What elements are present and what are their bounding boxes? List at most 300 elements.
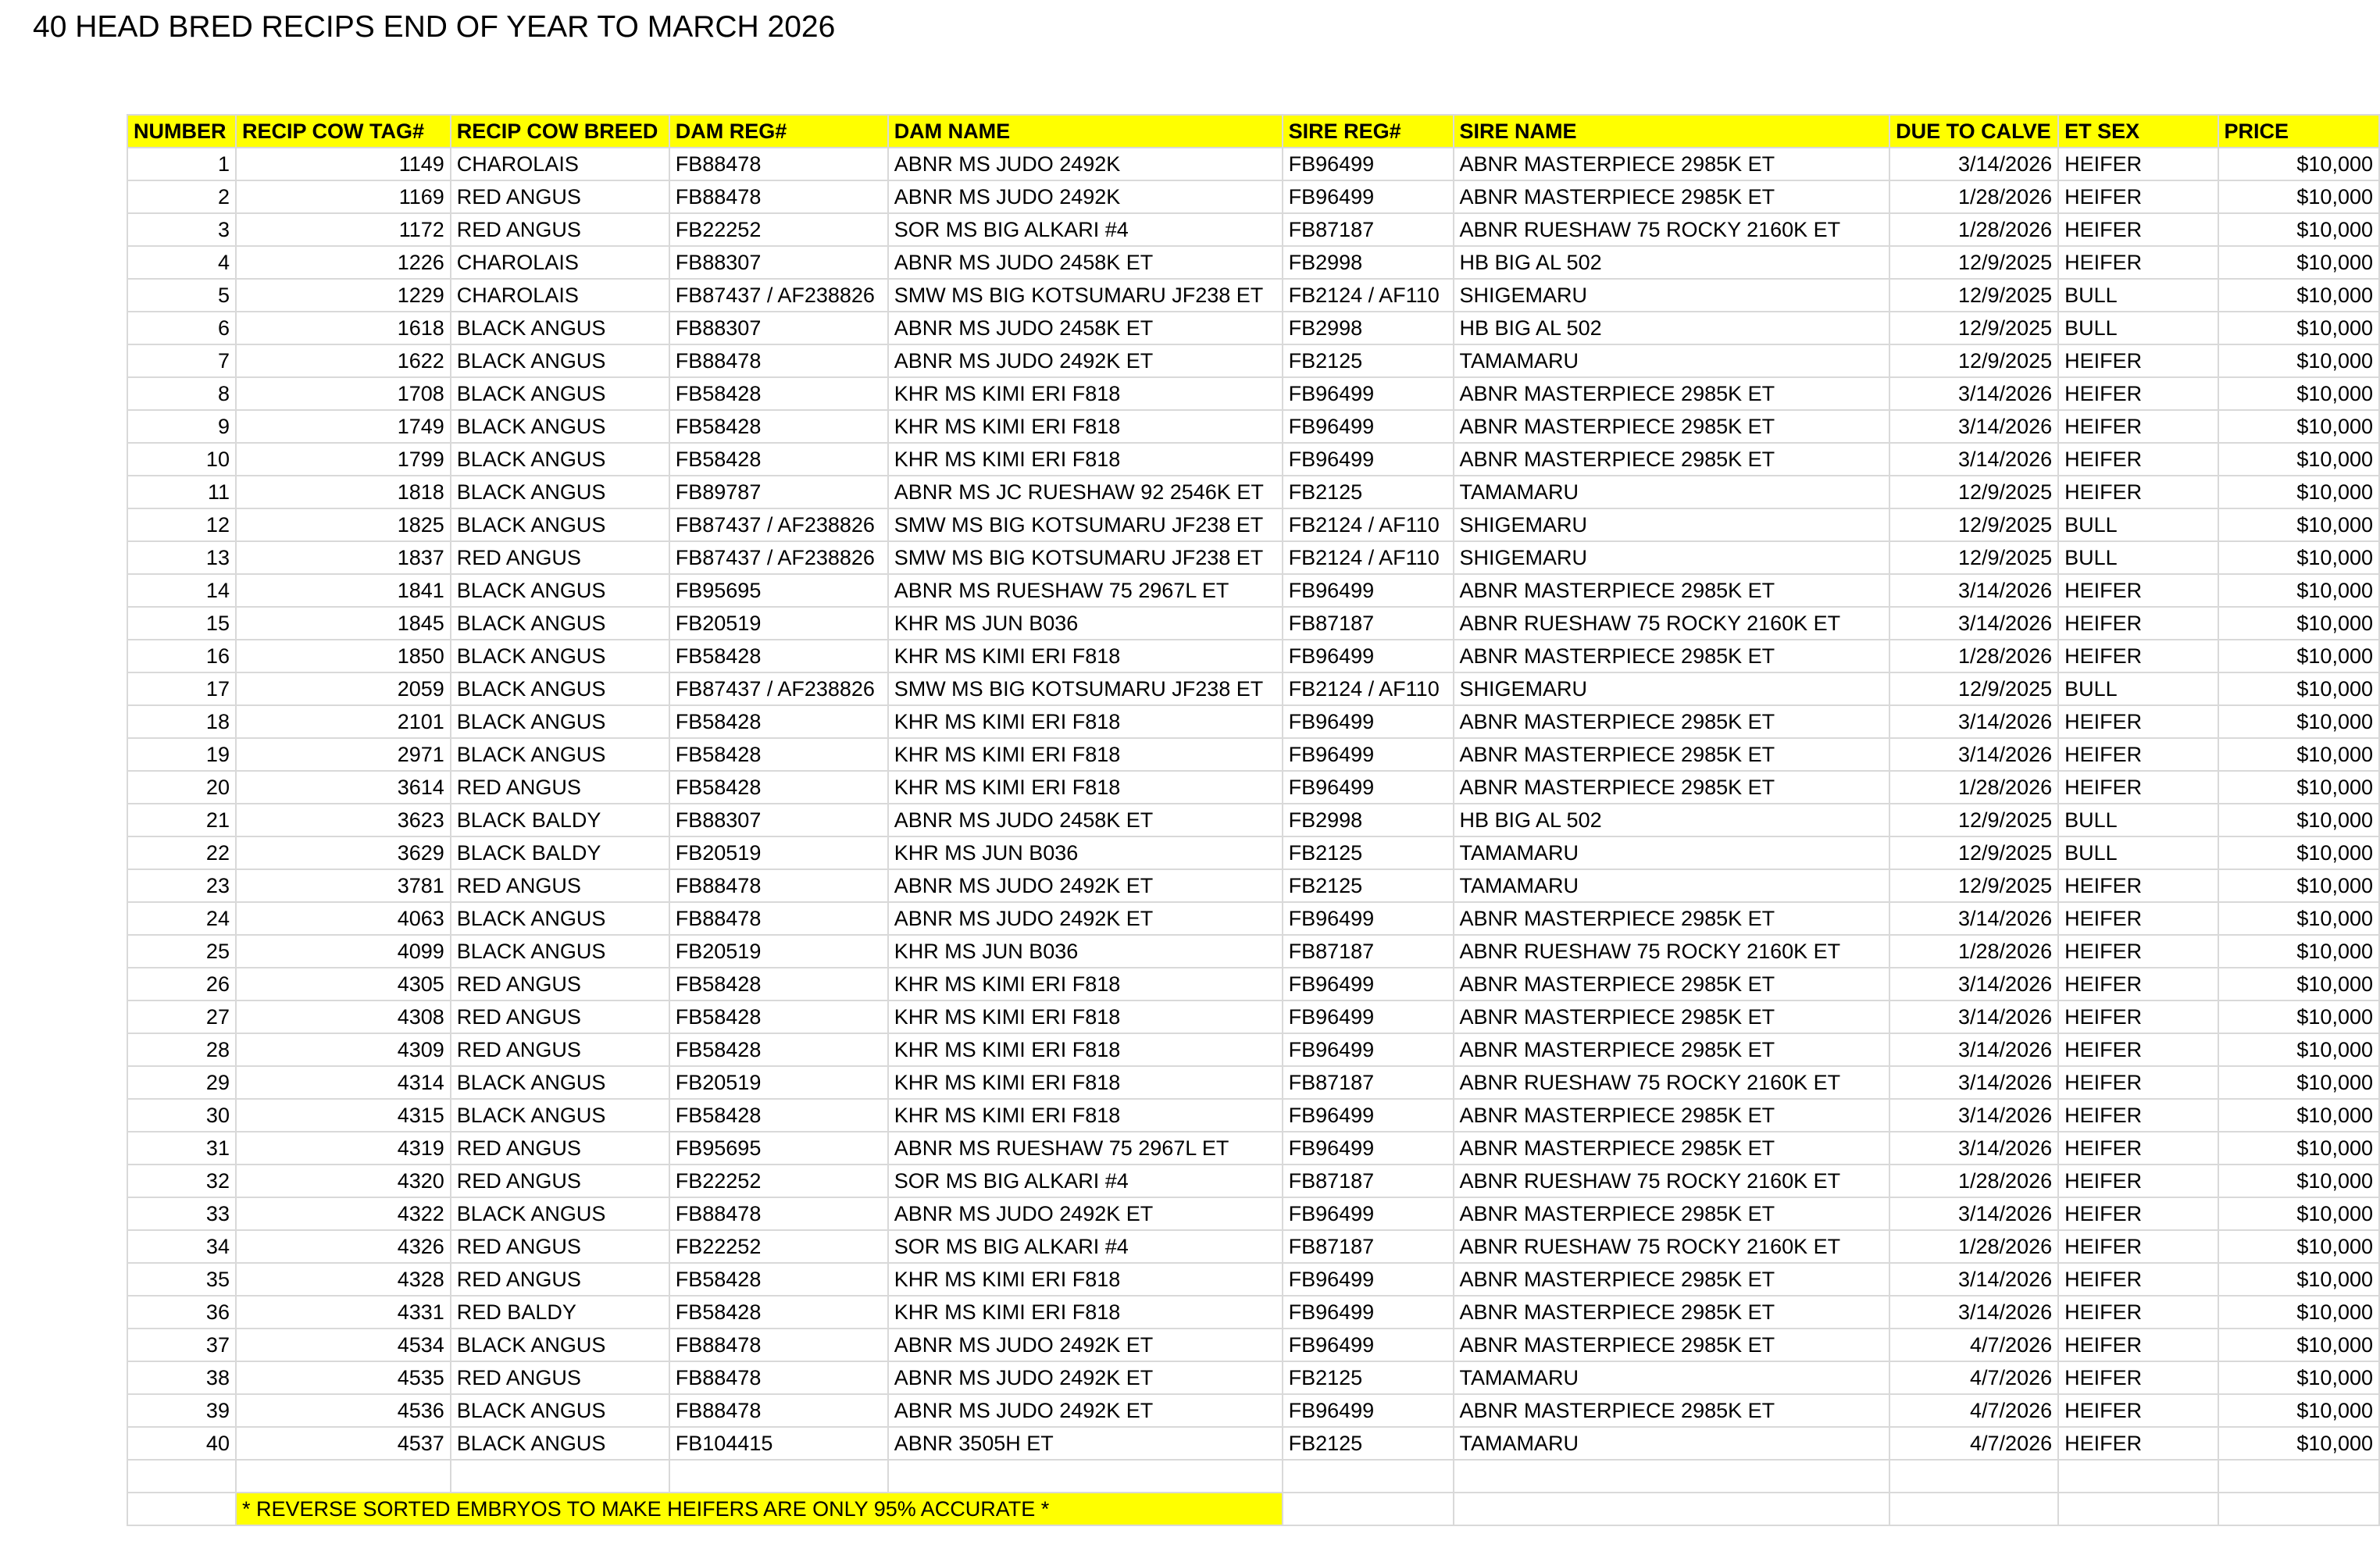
col-header-sire-reg[interactable]: SIRE REG# [1283, 115, 1454, 148]
cell-recip-cow-tag[interactable]: 1172 [236, 213, 451, 246]
cell-price[interactable]: $10,000 [2218, 180, 2379, 213]
cell-sire-name[interactable]: SHIGEMARU [1454, 508, 1890, 541]
cell-recip-cow-breed[interactable]: CHAROLAIS [451, 246, 669, 279]
empty-cell[interactable] [669, 1460, 888, 1493]
cell-dam-name[interactable]: ABNR MS JUDO 2492K [888, 180, 1283, 213]
cell-dam-name[interactable]: KHR MS KIMI ERI F818 [888, 1296, 1283, 1329]
cell-sire-name[interactable]: ABNR MASTERPIECE 2985K ET [1454, 1197, 1890, 1230]
cell-number[interactable]: 21 [127, 804, 236, 836]
cell-et-sex[interactable]: HEIFER [2058, 1427, 2218, 1460]
cell-sire-reg[interactable]: FB2998 [1283, 312, 1454, 344]
cell-recip-cow-tag[interactable]: 4314 [236, 1066, 451, 1099]
cell-sire-name[interactable]: ABNR MASTERPIECE 2985K ET [1454, 1033, 1890, 1066]
cell-dam-name[interactable]: KHR MS KIMI ERI F818 [888, 705, 1283, 738]
cell-sire-reg[interactable]: FB2125 [1283, 344, 1454, 377]
cell-sire-name[interactable]: ABNR MASTERPIECE 2985K ET [1454, 410, 1890, 443]
cell-sire-reg[interactable]: FB96499 [1283, 377, 1454, 410]
cell-sire-name[interactable]: TAMAMARU [1454, 1427, 1890, 1460]
cell-dam-name[interactable]: KHR MS KIMI ERI F818 [888, 410, 1283, 443]
cell-sire-name[interactable]: HB BIG AL 502 [1454, 804, 1890, 836]
cell-et-sex[interactable]: HEIFER [2058, 148, 2218, 180]
cell-sire-reg[interactable]: FB2125 [1283, 836, 1454, 869]
cell-recip-cow-breed[interactable]: RED ANGUS [451, 1165, 669, 1197]
cell-recip-cow-breed[interactable]: BLACK ANGUS [451, 607, 669, 640]
cell-et-sex[interactable]: HEIFER [2058, 771, 2218, 804]
cell-number[interactable]: 24 [127, 902, 236, 935]
cell-dam-name[interactable]: KHR MS KIMI ERI F818 [888, 1000, 1283, 1033]
empty-cell[interactable] [2218, 1460, 2379, 1493]
cell-recip-cow-tag[interactable]: 1708 [236, 377, 451, 410]
cell-price[interactable]: $10,000 [2218, 640, 2379, 672]
cell-dam-name[interactable]: KHR MS KIMI ERI F818 [888, 771, 1283, 804]
cell-price[interactable]: $10,000 [2218, 672, 2379, 705]
cell-number[interactable]: 32 [127, 1165, 236, 1197]
cell-number[interactable]: 39 [127, 1394, 236, 1427]
cell-number[interactable]: 3 [127, 213, 236, 246]
cell-number[interactable]: 29 [127, 1066, 236, 1099]
cell-dam-reg[interactable]: FB58428 [669, 443, 888, 476]
cell-et-sex[interactable]: BULL [2058, 508, 2218, 541]
cell-dam-reg[interactable]: FB58428 [669, 1033, 888, 1066]
cell-et-sex[interactable]: BULL [2058, 279, 2218, 312]
cell-sire-reg[interactable]: FB96499 [1283, 1197, 1454, 1230]
cell-dam-reg[interactable]: FB88478 [669, 869, 888, 902]
empty-cell[interactable] [451, 1460, 669, 1493]
cell-recip-cow-breed[interactable]: BLACK ANGUS [451, 1099, 669, 1132]
cell-recip-cow-tag[interactable]: 1149 [236, 148, 451, 180]
cell-recip-cow-tag[interactable]: 4320 [236, 1165, 451, 1197]
cell-sire-name[interactable]: ABNR MASTERPIECE 2985K ET [1454, 574, 1890, 607]
cell-dam-reg[interactable]: FB88478 [669, 148, 888, 180]
cell-dam-name[interactable]: KHR MS KIMI ERI F818 [888, 1099, 1283, 1132]
cell-recip-cow-tag[interactable]: 3781 [236, 869, 451, 902]
col-header-dam-reg[interactable]: DAM REG# [669, 115, 888, 148]
cell-dam-reg[interactable]: FB20519 [669, 607, 888, 640]
cell-dam-name[interactable]: ABNR MS JC RUESHAW 92 2546K ET [888, 476, 1283, 508]
cell-sire-name[interactable]: HB BIG AL 502 [1454, 312, 1890, 344]
cell-due-to-calve[interactable]: 1/28/2026 [1889, 1165, 2058, 1197]
cell-dam-name[interactable]: ABNR MS JUDO 2492K ET [888, 902, 1283, 935]
cell-recip-cow-tag[interactable]: 3629 [236, 836, 451, 869]
cell-recip-cow-tag[interactable]: 1226 [236, 246, 451, 279]
cell-number[interactable]: 5 [127, 279, 236, 312]
cell-recip-cow-breed[interactable]: BLACK ANGUS [451, 476, 669, 508]
cell-sire-name[interactable]: ABNR MASTERPIECE 2985K ET [1454, 180, 1890, 213]
cell-due-to-calve[interactable]: 1/28/2026 [1889, 180, 2058, 213]
cell-due-to-calve[interactable]: 3/14/2026 [1889, 968, 2058, 1000]
cell-price[interactable]: $10,000 [2218, 246, 2379, 279]
cell-due-to-calve[interactable]: 3/14/2026 [1889, 1132, 2058, 1165]
cell-price[interactable]: $10,000 [2218, 148, 2379, 180]
cell-price[interactable]: $10,000 [2218, 1066, 2379, 1099]
cell-recip-cow-tag[interactable]: 1749 [236, 410, 451, 443]
cell-price[interactable]: $10,000 [2218, 574, 2379, 607]
cell-sire-name[interactable]: SHIGEMARU [1454, 672, 1890, 705]
cell-dam-name[interactable]: SOR MS BIG ALKARI #4 [888, 213, 1283, 246]
cell-et-sex[interactable]: HEIFER [2058, 180, 2218, 213]
cell-number[interactable]: 36 [127, 1296, 236, 1329]
cell-sire-reg[interactable]: FB2124 / AF110 [1283, 672, 1454, 705]
cell-dam-name[interactable]: ABNR MS JUDO 2492K [888, 148, 1283, 180]
cell-sire-reg[interactable]: FB87187 [1283, 1165, 1454, 1197]
cell-due-to-calve[interactable]: 3/14/2026 [1889, 148, 2058, 180]
cell-due-to-calve[interactable]: 3/14/2026 [1889, 574, 2058, 607]
cell-recip-cow-tag[interactable]: 4331 [236, 1296, 451, 1329]
empty-cell[interactable] [888, 1460, 1283, 1493]
cell-dam-name[interactable]: ABNR MS JUDO 2492K ET [888, 869, 1283, 902]
cell-recip-cow-breed[interactable]: BLACK ANGUS [451, 344, 669, 377]
cell-et-sex[interactable]: BULL [2058, 672, 2218, 705]
cell-due-to-calve[interactable]: 12/9/2025 [1889, 476, 2058, 508]
cell-et-sex[interactable]: BULL [2058, 836, 2218, 869]
cell-et-sex[interactable]: HEIFER [2058, 1263, 2218, 1296]
cell-recip-cow-tag[interactable]: 4535 [236, 1361, 451, 1394]
empty-cell[interactable] [1283, 1493, 1454, 1525]
cell-due-to-calve[interactable]: 3/14/2026 [1889, 902, 2058, 935]
cell-sire-name[interactable]: ABNR MASTERPIECE 2985K ET [1454, 640, 1890, 672]
cell-price[interactable]: $10,000 [2218, 705, 2379, 738]
cell-number[interactable]: 28 [127, 1033, 236, 1066]
cell-dam-name[interactable]: KHR MS KIMI ERI F818 [888, 377, 1283, 410]
cell-sire-name[interactable]: TAMAMARU [1454, 869, 1890, 902]
cell-dam-name[interactable]: ABNR MS RUESHAW 75 2967L ET [888, 574, 1283, 607]
cell-sire-name[interactable]: ABNR MASTERPIECE 2985K ET [1454, 771, 1890, 804]
cell-price[interactable]: $10,000 [2218, 344, 2379, 377]
cell-recip-cow-tag[interactable]: 4537 [236, 1427, 451, 1460]
cell-recip-cow-breed[interactable]: RED BALDY [451, 1296, 669, 1329]
cell-price[interactable]: $10,000 [2218, 213, 2379, 246]
empty-cell[interactable] [1889, 1493, 2058, 1525]
cell-et-sex[interactable]: HEIFER [2058, 1033, 2218, 1066]
cell-sire-reg[interactable]: FB87187 [1283, 607, 1454, 640]
cell-sire-reg[interactable]: FB87187 [1283, 1066, 1454, 1099]
cell-recip-cow-tag[interactable]: 1622 [236, 344, 451, 377]
cell-sire-reg[interactable]: FB2125 [1283, 869, 1454, 902]
cell-recip-cow-tag[interactable]: 1618 [236, 312, 451, 344]
cell-sire-reg[interactable]: FB2998 [1283, 246, 1454, 279]
cell-et-sex[interactable]: HEIFER [2058, 1066, 2218, 1099]
cell-sire-name[interactable]: ABNR MASTERPIECE 2985K ET [1454, 968, 1890, 1000]
cell-dam-reg[interactable]: FB58428 [669, 771, 888, 804]
cell-dam-name[interactable]: KHR MS KIMI ERI F818 [888, 640, 1283, 672]
cell-dam-reg[interactable]: FB88478 [669, 180, 888, 213]
cell-recip-cow-tag[interactable]: 3623 [236, 804, 451, 836]
cell-dam-reg[interactable]: FB87437 / AF238826 [669, 508, 888, 541]
cell-recip-cow-tag[interactable]: 1169 [236, 180, 451, 213]
cell-dam-name[interactable]: ABNR MS RUESHAW 75 2967L ET [888, 1132, 1283, 1165]
cell-recip-cow-tag[interactable]: 4534 [236, 1329, 451, 1361]
cell-recip-cow-tag[interactable]: 4305 [236, 968, 451, 1000]
cell-dam-reg[interactable]: FB88478 [669, 1394, 888, 1427]
empty-cell[interactable] [127, 1493, 236, 1525]
cell-recip-cow-tag[interactable]: 4319 [236, 1132, 451, 1165]
cell-dam-name[interactable]: ABNR MS JUDO 2458K ET [888, 804, 1283, 836]
cell-dam-reg[interactable]: FB88478 [669, 1329, 888, 1361]
cell-dam-name[interactable]: SOR MS BIG ALKARI #4 [888, 1230, 1283, 1263]
cell-dam-reg[interactable]: FB87437 / AF238826 [669, 541, 888, 574]
cell-recip-cow-tag[interactable]: 4326 [236, 1230, 451, 1263]
cell-price[interactable]: $10,000 [2218, 804, 2379, 836]
cell-due-to-calve[interactable]: 4/7/2026 [1889, 1427, 2058, 1460]
cell-sire-reg[interactable]: FB96499 [1283, 1296, 1454, 1329]
cell-sire-reg[interactable]: FB96499 [1283, 410, 1454, 443]
cell-dam-name[interactable]: ABNR MS JUDO 2492K ET [888, 1394, 1283, 1427]
cell-et-sex[interactable]: HEIFER [2058, 1132, 2218, 1165]
cell-dam-reg[interactable]: FB58428 [669, 640, 888, 672]
cell-sire-name[interactable]: ABNR MASTERPIECE 2985K ET [1454, 443, 1890, 476]
cell-recip-cow-tag[interactable]: 4063 [236, 902, 451, 935]
cell-et-sex[interactable]: HEIFER [2058, 1197, 2218, 1230]
cell-dam-name[interactable]: ABNR MS JUDO 2458K ET [888, 246, 1283, 279]
cell-recip-cow-breed[interactable]: RED ANGUS [451, 1000, 669, 1033]
cell-recip-cow-tag[interactable]: 2101 [236, 705, 451, 738]
cell-sire-name[interactable]: TAMAMARU [1454, 476, 1890, 508]
cell-et-sex[interactable]: HEIFER [2058, 935, 2218, 968]
cell-recip-cow-tag[interactable]: 1850 [236, 640, 451, 672]
cell-sire-reg[interactable]: FB2125 [1283, 476, 1454, 508]
cell-number[interactable]: 4 [127, 246, 236, 279]
cell-number[interactable]: 31 [127, 1132, 236, 1165]
cell-due-to-calve[interactable]: 12/9/2025 [1889, 508, 2058, 541]
cell-dam-name[interactable]: KHR MS KIMI ERI F818 [888, 1033, 1283, 1066]
cell-due-to-calve[interactable]: 3/14/2026 [1889, 1066, 2058, 1099]
cell-recip-cow-breed[interactable]: RED ANGUS [451, 869, 669, 902]
cell-price[interactable]: $10,000 [2218, 541, 2379, 574]
cell-number[interactable]: 15 [127, 607, 236, 640]
empty-cell[interactable] [1283, 1460, 1454, 1493]
cell-recip-cow-tag[interactable]: 1845 [236, 607, 451, 640]
cell-dam-reg[interactable]: FB88307 [669, 804, 888, 836]
empty-cell[interactable] [2218, 1493, 2379, 1525]
cell-sire-name[interactable]: ABNR MASTERPIECE 2985K ET [1454, 148, 1890, 180]
cell-price[interactable]: $10,000 [2218, 1329, 2379, 1361]
cell-et-sex[interactable]: HEIFER [2058, 738, 2218, 771]
cell-dam-reg[interactable]: FB88478 [669, 344, 888, 377]
cell-number[interactable]: 17 [127, 672, 236, 705]
cell-recip-cow-tag[interactable]: 3614 [236, 771, 451, 804]
cell-dam-name[interactable]: SMW MS BIG KOTSUMARU JF238 ET [888, 541, 1283, 574]
cell-sire-name[interactable]: ABNR MASTERPIECE 2985K ET [1454, 705, 1890, 738]
cell-sire-reg[interactable]: FB2125 [1283, 1427, 1454, 1460]
cell-sire-reg[interactable]: FB96499 [1283, 1000, 1454, 1033]
cell-dam-name[interactable]: KHR MS KIMI ERI F818 [888, 968, 1283, 1000]
cell-et-sex[interactable]: HEIFER [2058, 344, 2218, 377]
cell-number[interactable]: 6 [127, 312, 236, 344]
cell-number[interactable]: 22 [127, 836, 236, 869]
cell-dam-reg[interactable]: FB22252 [669, 1165, 888, 1197]
cell-number[interactable]: 27 [127, 1000, 236, 1033]
cell-recip-cow-breed[interactable]: RED ANGUS [451, 771, 669, 804]
cell-recip-cow-tag[interactable]: 4315 [236, 1099, 451, 1132]
cell-recip-cow-breed[interactable]: BLACK ANGUS [451, 377, 669, 410]
cell-due-to-calve[interactable]: 12/9/2025 [1889, 836, 2058, 869]
cell-number[interactable]: 11 [127, 476, 236, 508]
cell-dam-reg[interactable]: FB58428 [669, 705, 888, 738]
cell-et-sex[interactable]: HEIFER [2058, 377, 2218, 410]
cell-recip-cow-tag[interactable]: 4328 [236, 1263, 451, 1296]
cell-dam-name[interactable]: KHR MS KIMI ERI F818 [888, 1066, 1283, 1099]
cell-number[interactable]: 33 [127, 1197, 236, 1230]
cell-recip-cow-breed[interactable]: BLACK ANGUS [451, 1066, 669, 1099]
cell-recip-cow-tag[interactable]: 4308 [236, 1000, 451, 1033]
cell-sire-reg[interactable]: FB2124 / AF110 [1283, 508, 1454, 541]
cell-due-to-calve[interactable]: 3/14/2026 [1889, 410, 2058, 443]
cell-due-to-calve[interactable]: 3/14/2026 [1889, 607, 2058, 640]
cell-sire-name[interactable]: ABNR MASTERPIECE 2985K ET [1454, 1099, 1890, 1132]
cell-et-sex[interactable]: HEIFER [2058, 1230, 2218, 1263]
empty-cell[interactable] [1454, 1493, 1890, 1525]
cell-et-sex[interactable]: HEIFER [2058, 1099, 2218, 1132]
cell-et-sex[interactable]: HEIFER [2058, 640, 2218, 672]
cell-due-to-calve[interactable]: 3/14/2026 [1889, 377, 2058, 410]
cell-recip-cow-breed[interactable]: BLACK ANGUS [451, 1329, 669, 1361]
cell-price[interactable]: $10,000 [2218, 1000, 2379, 1033]
cell-recip-cow-breed[interactable]: RED ANGUS [451, 180, 669, 213]
cell-et-sex[interactable]: HEIFER [2058, 968, 2218, 1000]
cell-recip-cow-breed[interactable]: BLACK ANGUS [451, 312, 669, 344]
cell-price[interactable]: $10,000 [2218, 279, 2379, 312]
cell-number[interactable]: 37 [127, 1329, 236, 1361]
cell-price[interactable]: $10,000 [2218, 1197, 2379, 1230]
cell-due-to-calve[interactable]: 3/14/2026 [1889, 1099, 2058, 1132]
cell-price[interactable]: $10,000 [2218, 607, 2379, 640]
cell-sire-name[interactable]: ABNR RUESHAW 75 ROCKY 2160K ET [1454, 1165, 1890, 1197]
cell-recip-cow-breed[interactable]: BLACK ANGUS [451, 443, 669, 476]
cell-dam-name[interactable]: ABNR MS JUDO 2458K ET [888, 312, 1283, 344]
cell-price[interactable]: $10,000 [2218, 377, 2379, 410]
cell-dam-reg[interactable]: FB95695 [669, 574, 888, 607]
cell-due-to-calve[interactable]: 4/7/2026 [1889, 1394, 2058, 1427]
cell-price[interactable]: $10,000 [2218, 836, 2379, 869]
cell-et-sex[interactable]: HEIFER [2058, 213, 2218, 246]
cell-dam-name[interactable]: SMW MS BIG KOTSUMARU JF238 ET [888, 279, 1283, 312]
cell-sire-name[interactable]: TAMAMARU [1454, 836, 1890, 869]
cell-number[interactable]: 30 [127, 1099, 236, 1132]
cell-dam-name[interactable]: ABNR MS JUDO 2492K ET [888, 344, 1283, 377]
cell-dam-reg[interactable]: FB87437 / AF238826 [669, 672, 888, 705]
cell-et-sex[interactable]: BULL [2058, 541, 2218, 574]
cell-dam-name[interactable]: ABNR MS JUDO 2492K ET [888, 1329, 1283, 1361]
empty-cell[interactable] [2058, 1460, 2218, 1493]
cell-price[interactable]: $10,000 [2218, 1296, 2379, 1329]
cell-recip-cow-breed[interactable]: BLACK ANGUS [451, 1427, 669, 1460]
cell-sire-reg[interactable]: FB96499 [1283, 902, 1454, 935]
cell-recip-cow-breed[interactable]: BLACK ANGUS [451, 410, 669, 443]
cell-et-sex[interactable]: HEIFER [2058, 476, 2218, 508]
cell-number[interactable]: 23 [127, 869, 236, 902]
cell-number[interactable]: 19 [127, 738, 236, 771]
cell-price[interactable]: $10,000 [2218, 476, 2379, 508]
cell-number[interactable]: 7 [127, 344, 236, 377]
cell-recip-cow-tag[interactable]: 1799 [236, 443, 451, 476]
col-header-et-sex[interactable]: ET SEX [2058, 115, 2218, 148]
col-header-sire-name[interactable]: SIRE NAME [1454, 115, 1890, 148]
cell-sire-name[interactable]: ABNR MASTERPIECE 2985K ET [1454, 1296, 1890, 1329]
cell-sire-name[interactable]: ABNR MASTERPIECE 2985K ET [1454, 1263, 1890, 1296]
cell-et-sex[interactable]: HEIFER [2058, 246, 2218, 279]
cell-et-sex[interactable]: HEIFER [2058, 869, 2218, 902]
cell-price[interactable]: $10,000 [2218, 1230, 2379, 1263]
cell-sire-reg[interactable]: FB96499 [1283, 1394, 1454, 1427]
cell-dam-reg[interactable]: FB89787 [669, 476, 888, 508]
cell-dam-reg[interactable]: FB22252 [669, 1230, 888, 1263]
cell-due-to-calve[interactable]: 4/7/2026 [1889, 1329, 2058, 1361]
cell-due-to-calve[interactable]: 3/14/2026 [1889, 738, 2058, 771]
col-header-number[interactable]: NUMBER [127, 115, 236, 148]
cell-et-sex[interactable]: HEIFER [2058, 607, 2218, 640]
cell-sire-reg[interactable]: FB96499 [1283, 1263, 1454, 1296]
cell-sire-name[interactable]: ABNR RUESHAW 75 ROCKY 2160K ET [1454, 935, 1890, 968]
cell-dam-reg[interactable]: FB95695 [669, 1132, 888, 1165]
cell-due-to-calve[interactable]: 12/9/2025 [1889, 672, 2058, 705]
cell-recip-cow-breed[interactable]: BLACK ANGUS [451, 1394, 669, 1427]
cell-due-to-calve[interactable]: 12/9/2025 [1889, 541, 2058, 574]
cell-dam-reg[interactable]: FB20519 [669, 1066, 888, 1099]
cell-due-to-calve[interactable]: 1/28/2026 [1889, 935, 2058, 968]
empty-cell[interactable] [127, 1460, 236, 1493]
cell-dam-name[interactable]: KHR MS KIMI ERI F818 [888, 443, 1283, 476]
cell-dam-name[interactable]: KHR MS JUN B036 [888, 836, 1283, 869]
empty-cell[interactable] [236, 1460, 451, 1493]
cell-price[interactable]: $10,000 [2218, 1165, 2379, 1197]
cell-et-sex[interactable]: HEIFER [2058, 705, 2218, 738]
cell-number[interactable]: 2 [127, 180, 236, 213]
cell-dam-reg[interactable]: FB88478 [669, 902, 888, 935]
cell-dam-name[interactable]: KHR MS JUN B036 [888, 607, 1283, 640]
cell-due-to-calve[interactable]: 1/28/2026 [1889, 1230, 2058, 1263]
cell-dam-reg[interactable]: FB58428 [669, 1263, 888, 1296]
cell-price[interactable]: $10,000 [2218, 1263, 2379, 1296]
cell-sire-name[interactable]: ABNR MASTERPIECE 2985K ET [1454, 1000, 1890, 1033]
cell-recip-cow-breed[interactable]: BLACK ANGUS [451, 935, 669, 968]
cell-price[interactable]: $10,000 [2218, 869, 2379, 902]
col-header-dam-name[interactable]: DAM NAME [888, 115, 1283, 148]
cell-number[interactable]: 35 [127, 1263, 236, 1296]
col-header-recip-cow-breed[interactable]: RECIP COW BREED [451, 115, 669, 148]
cell-et-sex[interactable]: BULL [2058, 312, 2218, 344]
cell-dam-name[interactable]: ABNR MS JUDO 2492K ET [888, 1197, 1283, 1230]
cell-sire-name[interactable]: ABNR MASTERPIECE 2985K ET [1454, 377, 1890, 410]
cell-due-to-calve[interactable]: 12/9/2025 [1889, 246, 2058, 279]
cell-number[interactable]: 13 [127, 541, 236, 574]
cell-number[interactable]: 40 [127, 1427, 236, 1460]
cell-number[interactable]: 10 [127, 443, 236, 476]
cell-dam-reg[interactable]: FB88307 [669, 312, 888, 344]
cell-sire-name[interactable]: ABNR MASTERPIECE 2985K ET [1454, 738, 1890, 771]
cell-due-to-calve[interactable]: 3/14/2026 [1889, 1263, 2058, 1296]
cell-price[interactable]: $10,000 [2218, 443, 2379, 476]
cell-dam-reg[interactable]: FB58428 [669, 1296, 888, 1329]
cell-dam-reg[interactable]: FB58428 [669, 1000, 888, 1033]
cell-number[interactable]: 38 [127, 1361, 236, 1394]
cell-et-sex[interactable]: HEIFER [2058, 1329, 2218, 1361]
cell-recip-cow-breed[interactable]: BLACK ANGUS [451, 705, 669, 738]
cell-et-sex[interactable]: HEIFER [2058, 410, 2218, 443]
cell-due-to-calve[interactable]: 3/14/2026 [1889, 443, 2058, 476]
empty-cell[interactable] [1889, 1460, 2058, 1493]
cell-recip-cow-breed[interactable]: RED ANGUS [451, 1033, 669, 1066]
cell-sire-name[interactable]: ABNR RUESHAW 75 ROCKY 2160K ET [1454, 1230, 1890, 1263]
cell-dam-name[interactable]: ABNR 3505H ET [888, 1427, 1283, 1460]
cell-dam-reg[interactable]: FB104415 [669, 1427, 888, 1460]
cell-dam-reg[interactable]: FB88478 [669, 1197, 888, 1230]
cell-number[interactable]: 1 [127, 148, 236, 180]
cell-et-sex[interactable]: HEIFER [2058, 1394, 2218, 1427]
cell-et-sex[interactable]: HEIFER [2058, 1000, 2218, 1033]
col-header-recip-cow-tag[interactable]: RECIP COW TAG# [236, 115, 451, 148]
cell-price[interactable]: $10,000 [2218, 935, 2379, 968]
cell-number[interactable]: 9 [127, 410, 236, 443]
